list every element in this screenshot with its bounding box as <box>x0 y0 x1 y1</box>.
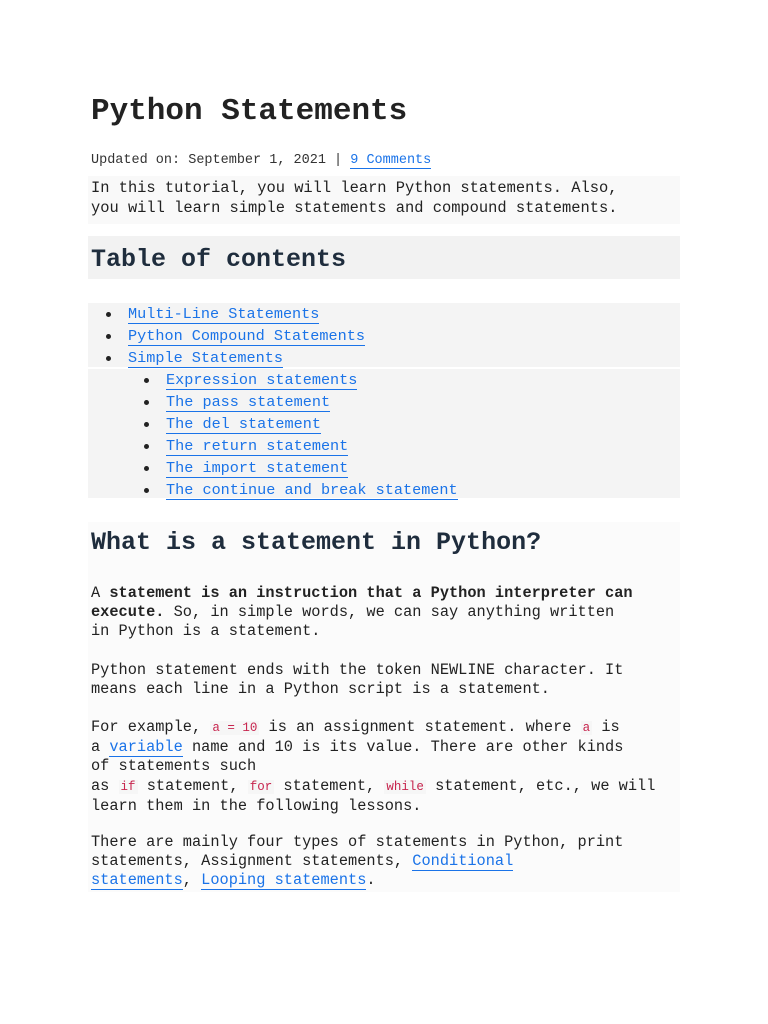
inline-code: a <box>582 721 591 735</box>
comments-link[interactable]: 9 Comments <box>350 153 432 168</box>
text: There are mainly four types of statements in Python, print <box>91 833 624 851</box>
intro-line-1: In this tutorial, you will learn Python statements. Also, <box>91 179 618 197</box>
bullet-icon <box>106 356 111 361</box>
text: statement, etc., we will <box>425 776 656 795</box>
toc-subitem <box>166 369 680 391</box>
updated-date: Updated on: September 1, 2021 | <box>91 153 351 168</box>
intro-line-2: you will learn simple statements and compound statements. <box>91 199 618 217</box>
text: statements, Assignment statements, <box>91 852 413 871</box>
text: name and 10 is its value. There are other kinds <box>182 738 624 757</box>
paragraph-newline <box>91 661 681 699</box>
toc-link-del[interactable]: The del statement <box>166 415 321 433</box>
section-heading: What is a statement in Python? <box>91 528 542 557</box>
toc-link-expression[interactable]: Expression statements <box>166 371 358 389</box>
toc-list <box>88 303 680 367</box>
toc-subitem <box>166 435 680 457</box>
conditional-link[interactable]: statements <box>91 871 183 890</box>
toc-item <box>128 325 680 347</box>
intro-paragraph <box>88 176 680 224</box>
bullet-icon <box>144 488 149 493</box>
text: statement, <box>137 776 248 795</box>
bullet-icon <box>144 466 149 471</box>
inline-code: while <box>386 779 424 794</box>
bold-text: execute. <box>91 603 165 622</box>
text: A <box>91 584 110 602</box>
paragraph-example <box>91 718 681 816</box>
toc-heading: Table of contents <box>88 236 680 279</box>
text: , <box>182 871 202 890</box>
inline-code: if <box>120 779 136 794</box>
inline-code: a = 10 <box>212 721 258 735</box>
variable-link[interactable]: variable <box>109 738 183 757</box>
bullet-icon <box>144 422 149 427</box>
bullet-icon <box>106 334 111 339</box>
toc-subitem <box>166 413 680 435</box>
conditional-link[interactable]: Conditional <box>412 852 514 871</box>
toc-item <box>128 303 680 325</box>
inline-code: for <box>249 779 273 794</box>
bullet-icon <box>144 378 149 383</box>
bold-text: statement is an instruction that a Python interpreter can <box>109 584 633 602</box>
toc-link-simple[interactable]: Simple Statements <box>128 349 283 367</box>
paragraph-definition <box>91 584 681 642</box>
text: statement, <box>274 776 385 795</box>
text: is an assignment statement. where <box>259 718 581 736</box>
text: is <box>592 718 620 736</box>
article-meta <box>91 152 431 170</box>
text: learn them in the following lessons. <box>91 796 422 815</box>
text: Python statement ends with the token NEWLINE character. It <box>91 661 624 679</box>
toc-link-continue-break[interactable]: The continue and break statement <box>166 481 458 499</box>
text: . <box>366 871 376 890</box>
paragraph-types <box>91 833 681 891</box>
toc-item <box>128 347 680 369</box>
toc-subitem <box>166 391 680 413</box>
bullet-icon <box>144 400 149 405</box>
text: in Python is a statement. <box>91 622 321 641</box>
bullet-icon <box>106 312 111 317</box>
toc-link-compound[interactable]: Python Compound Statements <box>128 327 365 345</box>
toc-sublist <box>88 369 680 498</box>
text: means each line in a Python script is a statement. <box>91 680 550 699</box>
toc-link-import[interactable]: The import statement <box>166 459 349 477</box>
toc-subitem <box>166 457 680 479</box>
toc-link-pass[interactable]: The pass statement <box>166 393 331 411</box>
looping-link[interactable]: Looping statements <box>201 871 367 890</box>
toc-link-return[interactable]: The return statement <box>166 437 349 455</box>
toc-link-multi-line[interactable]: Multi-Line Statements <box>128 305 320 323</box>
text: as <box>91 776 119 795</box>
text: So, in simple words, we can say anything written <box>164 603 615 622</box>
page-title: Python Statements <box>91 94 408 129</box>
text: a <box>91 738 110 757</box>
toc-subitem <box>166 479 680 501</box>
text: For example, <box>91 718 211 736</box>
text: of statements such <box>91 757 257 776</box>
bullet-icon <box>144 444 149 449</box>
